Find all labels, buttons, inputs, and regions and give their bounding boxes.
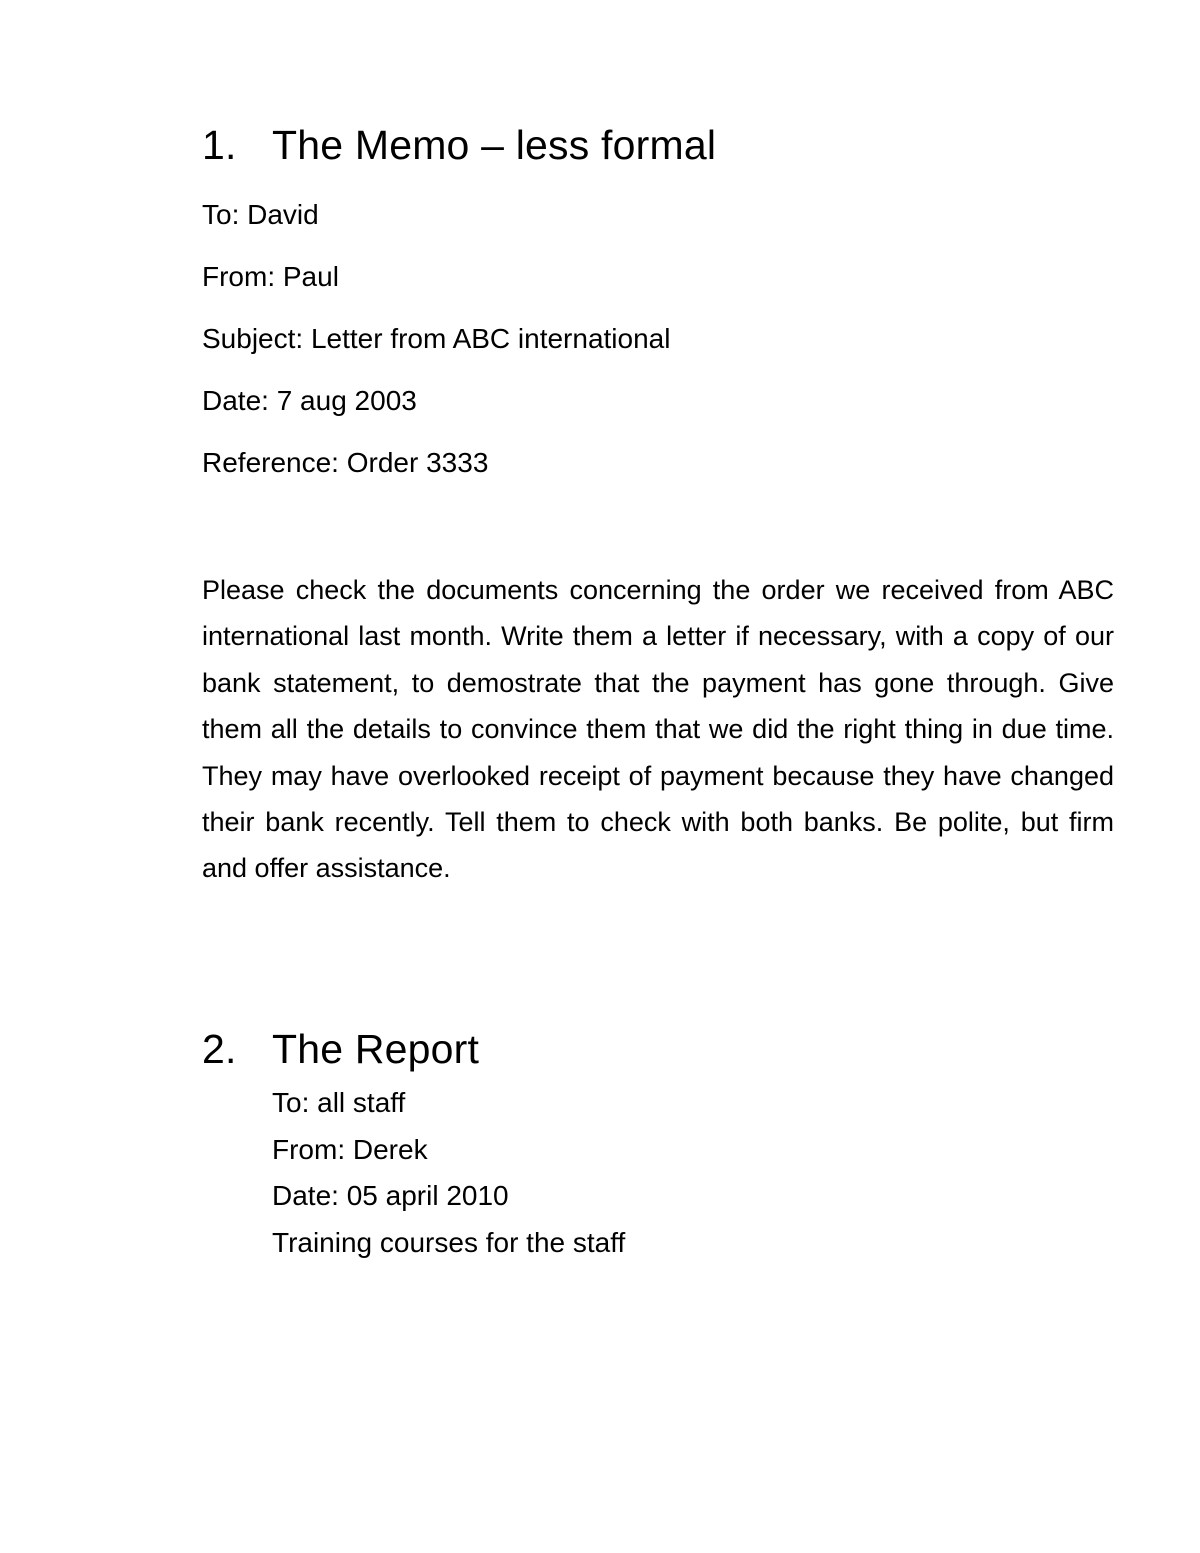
- report-from-line: From: Derek: [272, 1134, 428, 1165]
- memo-date-line: Date: 7 aug 2003: [202, 385, 417, 416]
- memo-heading-title: The Memo – less formal: [272, 122, 717, 168]
- memo-body-paragraph: Please check the documents concerning the order we received from ABC international last month. Write them a letter if necessary, with a copy of our bank statement, to demostrate that the payment has gone through. Give them all the details to convince them that we did the right thing in due time. They may have overlooked receipt of payment because they have changed their bank recently. Tell them to check with both banks. Be polite, but firm and offer assistance.: [202, 575, 1114, 884]
- memo-heading-number: 1.: [202, 122, 237, 168]
- report-heading: [202, 1024, 479, 1074]
- report-to-line: To: all staff: [272, 1087, 406, 1118]
- report-heading-title: The Report: [272, 1026, 480, 1072]
- memo-reference-line: Reference: Order 3333: [202, 447, 489, 478]
- memo-to-line: To: David: [202, 199, 319, 230]
- report-subject-line: Training courses for the staff: [272, 1227, 626, 1258]
- memo-heading: [202, 120, 716, 170]
- report-date-line: Date: 05 april 2010: [272, 1180, 509, 1211]
- report-heading-number: 2.: [202, 1026, 237, 1072]
- memo-subject-line: Subject: Letter from ABC international: [202, 323, 671, 354]
- memo-from-line: From: Paul: [202, 261, 339, 292]
